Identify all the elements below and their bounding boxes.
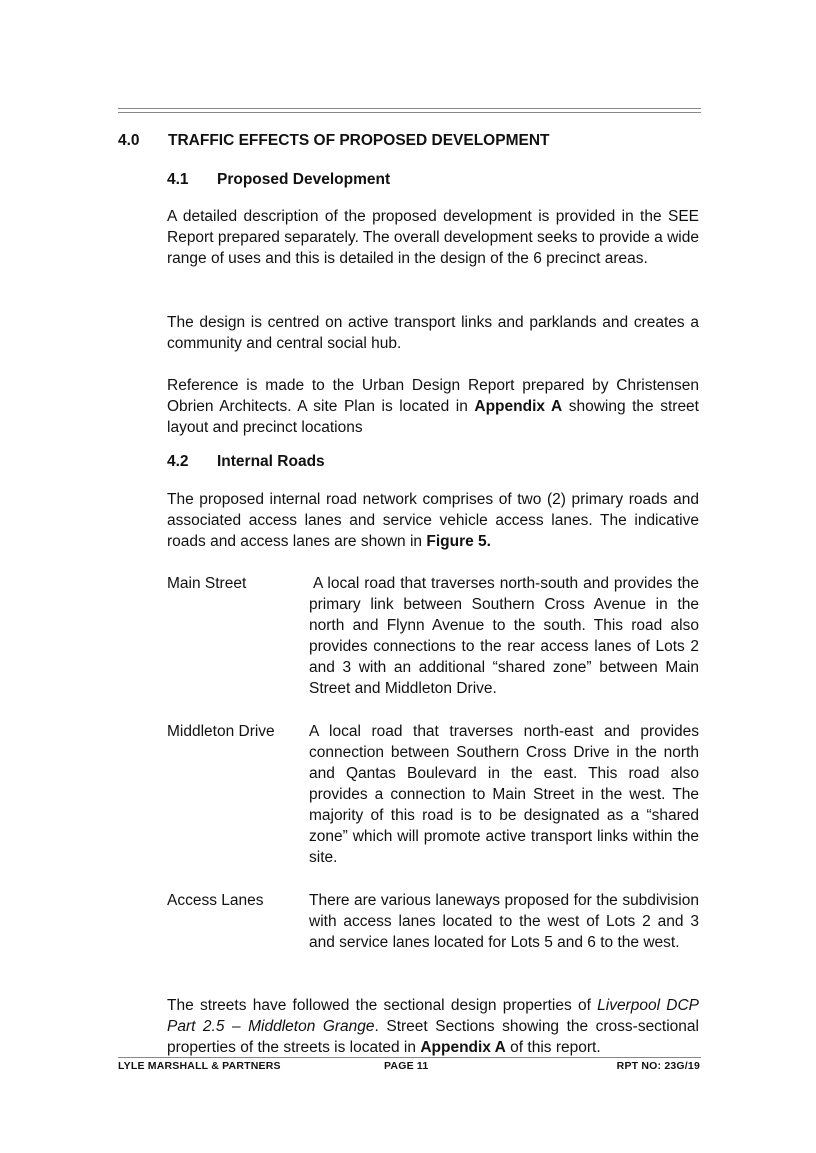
road-network-text: The proposed internal road network comprises of two (2) primary roads and associated access lanes and service vehicle access lanes. The indicative roads and access lanes are shown in: [167, 491, 699, 550]
subsection-number: 4.2: [167, 453, 189, 470]
reference-text: Reference is made to the Urban Design Report prepared by Christensen Obrien Architects. A site Plan is located in: [167, 377, 699, 415]
appendix-a-ref: Appendix A: [420, 1039, 506, 1056]
road-term: Access Lanes: [167, 892, 264, 909]
report-label: RPT NO:: [616, 1060, 665, 1072]
streets-text: The streets have followed the sectional design properties of: [167, 997, 598, 1014]
footer-company: LYLE MARSHALL & PARTNERS: [118, 1060, 281, 1072]
footer-rule: [118, 1057, 701, 1058]
paragraph-description: A detailed description of the proposed development is provided in the SEE Report prepared separately. The overall development seeks to provide a wide range of uses and this is detailed in the design of the 6 precinct areas.: [167, 208, 699, 267]
road-description: There are various laneways proposed for the subdivision with access lanes located to the west of Lots 2 and 3 and service lanes located for Lots 5 and 6 to the west.: [309, 892, 699, 951]
road-description: A local road that traverses north-east and provides connection between Southern Cross Drive in the north and Qantas Boulevard in the east. This road also provides a connection to Main Street in the west. The majority of this road is to be designated as a “shared zone” which will promote active transport links within the site.: [309, 723, 699, 866]
section-title: TRAFFIC EFFECTS OF PROPOSED DEVELOPMENT: [168, 132, 550, 149]
footer-page-number: PAGE 11: [384, 1060, 429, 1072]
subsection-number: 4.1: [167, 171, 189, 188]
section-number: 4.0: [118, 132, 140, 149]
subsection-title: Proposed Development: [217, 171, 391, 188]
road-description: A local road that traverses north-south and provides the primary link between Southern Cross Avenue in the north and Flynn Avenue to the south. This road also provides connections to the rear access lanes of Lots 2 and 3 with an additional “shared zone” between Main Street and Middleton Drive.: [309, 575, 699, 697]
reference-text-end: showing the street layout and precinct locations: [167, 398, 699, 436]
streets-text-end: of this report.: [505, 1039, 601, 1056]
subsection-heading-proposed-development: [167, 171, 390, 189]
paragraph-reference: [167, 375, 699, 438]
header-rule: [118, 108, 701, 113]
subsection-title: Internal Roads: [217, 453, 325, 470]
road-term: Main Street: [167, 575, 247, 592]
footer-report-number: [617, 1060, 700, 1072]
appendix-a-ref: Appendix A: [474, 398, 563, 415]
road-term: Middleton Drive: [167, 723, 275, 740]
subsection-heading-internal-roads: [167, 453, 325, 471]
section-heading: [118, 132, 550, 150]
streets-text-mid: . Street Sections showing the cross-sectional properties of the streets is located in: [167, 1018, 699, 1056]
dcp-reference: Liverpool DCP Part 2.5 – Middleton Grange: [167, 997, 699, 1035]
paragraph-streets: [167, 995, 699, 1058]
paragraph-design: The design is centred on active transport links and parklands and creates a community and central social hub.: [167, 314, 699, 352]
paragraph-road-network: [167, 489, 699, 552]
report-value: 23G/19: [664, 1060, 700, 1072]
figure-5-ref: Figure 5.: [426, 533, 491, 550]
